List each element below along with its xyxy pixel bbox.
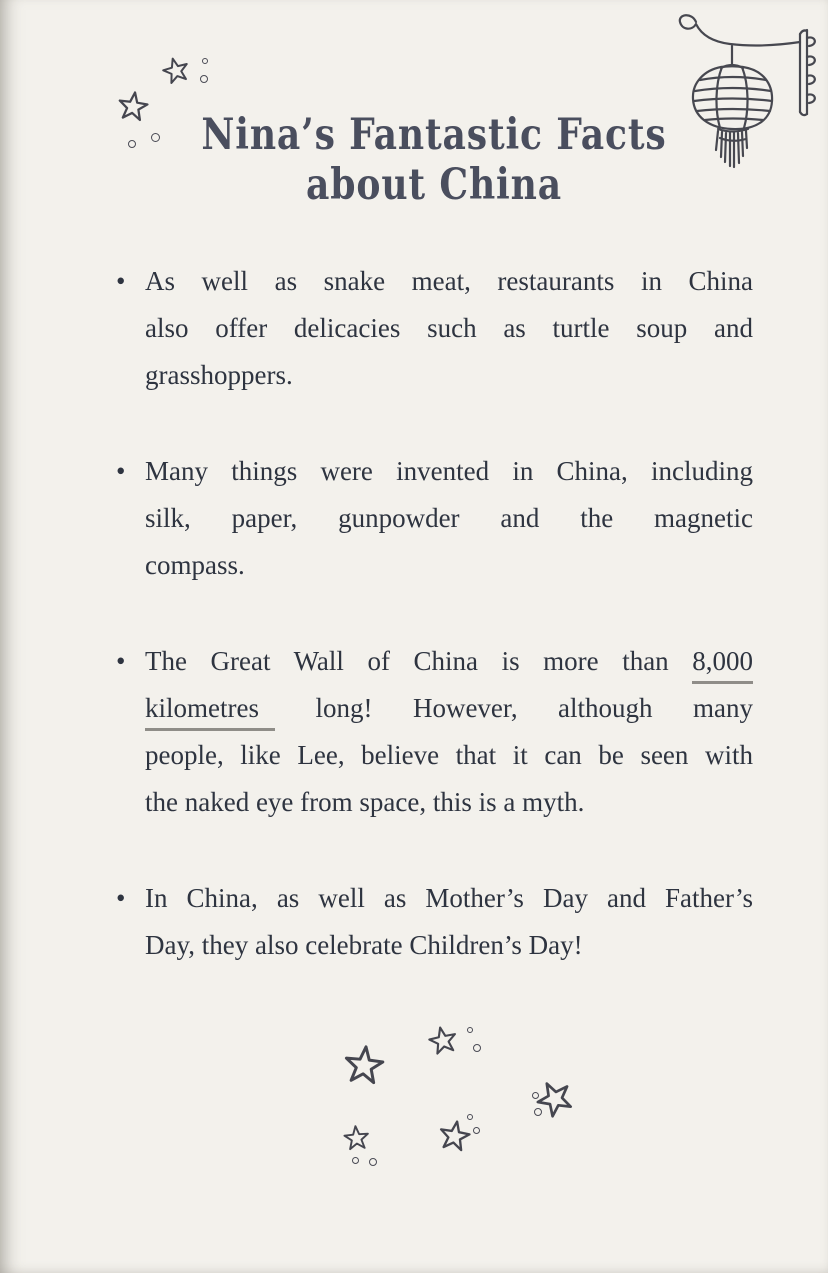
- underlined-text: 8,000: [692, 646, 753, 684]
- title-line-1: Nina’s Fantastic Facts: [201, 110, 667, 160]
- bullet-marker: •: [116, 646, 126, 676]
- bullet-marker: •: [116, 883, 126, 913]
- fact-line: Many things were invented in China, including: [145, 456, 753, 486]
- dot-doodle: [473, 1127, 480, 1134]
- fact-text: long! However, although many: [315, 693, 753, 723]
- star-doodle-icon: [341, 1043, 387, 1089]
- fact-text: The Great Wall of China is more than: [145, 646, 669, 676]
- star-doodle-icon: [342, 1124, 371, 1153]
- fact-line: the naked eye from space, this is a myth.: [145, 787, 585, 817]
- dot-doodle: [369, 1158, 377, 1166]
- dot-doodle: [352, 1157, 359, 1164]
- fact-line: silk, paper, gunpowder and the magnetic: [145, 503, 753, 533]
- star-doodle-icon: [529, 1073, 580, 1124]
- fact-line: grasshoppers.: [145, 360, 293, 390]
- fact-line: compass.: [145, 550, 245, 580]
- dot-doodle: [200, 75, 208, 83]
- bullet-marker: •: [116, 266, 126, 296]
- dot-doodle: [473, 1044, 481, 1052]
- facts-list: [116, 258, 753, 1018]
- bullet-marker: •: [116, 456, 126, 486]
- underlined-text: kilometres: [145, 693, 275, 731]
- star-doodle-icon: [159, 54, 193, 88]
- fact-line: In China, as well as Mother’s Day and Father’s: [145, 883, 753, 913]
- dot-doodle: [467, 1114, 473, 1120]
- dot-doodle: [534, 1108, 542, 1116]
- fact-line: people, like Lee, believe that it can be seen with: [145, 740, 753, 770]
- dot-doodle: [202, 58, 208, 64]
- fact-item: [116, 448, 753, 589]
- page-title: [86, 110, 782, 210]
- dot-doodle: [532, 1092, 539, 1099]
- star-doodle-icon: [435, 1117, 473, 1155]
- fact-line: [145, 685, 753, 732]
- dot-doodle: [467, 1027, 473, 1033]
- fact-line: [145, 638, 753, 685]
- fact-item: [116, 258, 753, 399]
- fact-item: [116, 638, 753, 826]
- fact-line: also offer delicacies such as turtle soup and: [145, 313, 753, 343]
- fact-item: [116, 875, 753, 969]
- fact-line: As well as snake meat, restaurants in China: [145, 266, 753, 296]
- fact-line: Day, they also celebrate Children’s Day!: [145, 930, 583, 960]
- title-line-2: about China: [306, 160, 562, 210]
- star-doodle-icon: [425, 1023, 461, 1059]
